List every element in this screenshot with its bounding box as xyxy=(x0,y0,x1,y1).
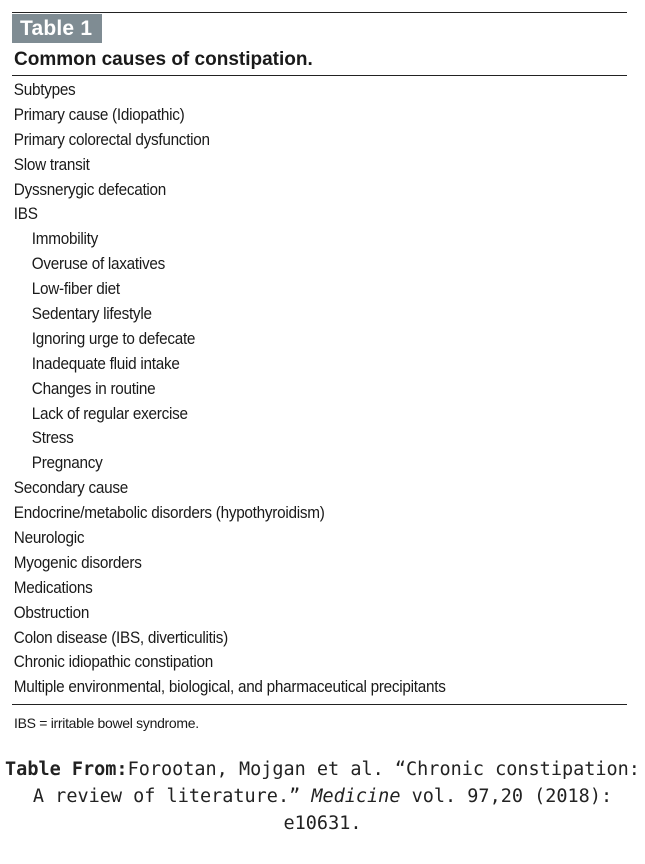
table-row: Pregnancy xyxy=(31,453,103,473)
table-row: Ignoring urge to defecate xyxy=(31,328,196,348)
table-row: Neurologic xyxy=(13,528,85,548)
table-row: Stress xyxy=(31,428,74,448)
citation-part2: vol. 97,20 (2018): e10631. xyxy=(283,786,613,834)
table-row: IBS xyxy=(13,204,38,224)
table-label: Table 1 xyxy=(12,14,102,43)
table-row: Sedentary lifestyle xyxy=(31,304,152,324)
table-row: Primary cause (Idiopathic) xyxy=(13,104,185,124)
citation-journal: Medicine xyxy=(311,786,401,807)
table-row: Multiple environmental, biological, and pharmaceutical precipitants xyxy=(13,677,446,697)
table-row: Low-fiber diet xyxy=(31,279,120,299)
table-row: Dyssnerygic defecation xyxy=(13,179,167,199)
table-footnote: IBS = irritable bowel syndrome. xyxy=(14,715,199,732)
table-row: Myogenic disorders xyxy=(13,552,142,572)
table-row: Changes in routine xyxy=(31,378,156,398)
citation xyxy=(0,756,645,837)
table-row: Endocrine/metabolic disorders (hypothyroidism) xyxy=(13,503,325,523)
table-row: Colon disease (IBS, diverticulitis) xyxy=(13,627,228,647)
table-figure xyxy=(12,12,627,731)
table-row: Primary colorectal dysfunction xyxy=(13,129,210,149)
table-row: Obstruction xyxy=(13,602,90,622)
table-row: Secondary cause xyxy=(13,478,128,498)
table-row: Subtypes xyxy=(13,80,76,99)
table-row: Immobility xyxy=(31,229,98,249)
citation-part1: Forootan, Mojgan et al. “Chronic constipation: A review of literature.” xyxy=(32,759,640,807)
citation-prefix: Table From: xyxy=(5,759,128,780)
table-row: Medications xyxy=(13,577,93,597)
table-row: Inadequate fluid intake xyxy=(31,353,180,373)
table-bottom-rule xyxy=(12,704,627,705)
table-title-rule xyxy=(12,75,627,76)
table-row: Chronic idiopathic constipation xyxy=(13,652,213,672)
table-top-rule xyxy=(12,12,627,13)
table-title: Common causes of constipation. xyxy=(14,49,313,70)
table-row: Lack of regular exercise xyxy=(31,403,188,423)
table-rows xyxy=(12,78,627,700)
table-row: Slow transit xyxy=(13,154,90,174)
table-row: Overuse of laxatives xyxy=(31,254,166,274)
